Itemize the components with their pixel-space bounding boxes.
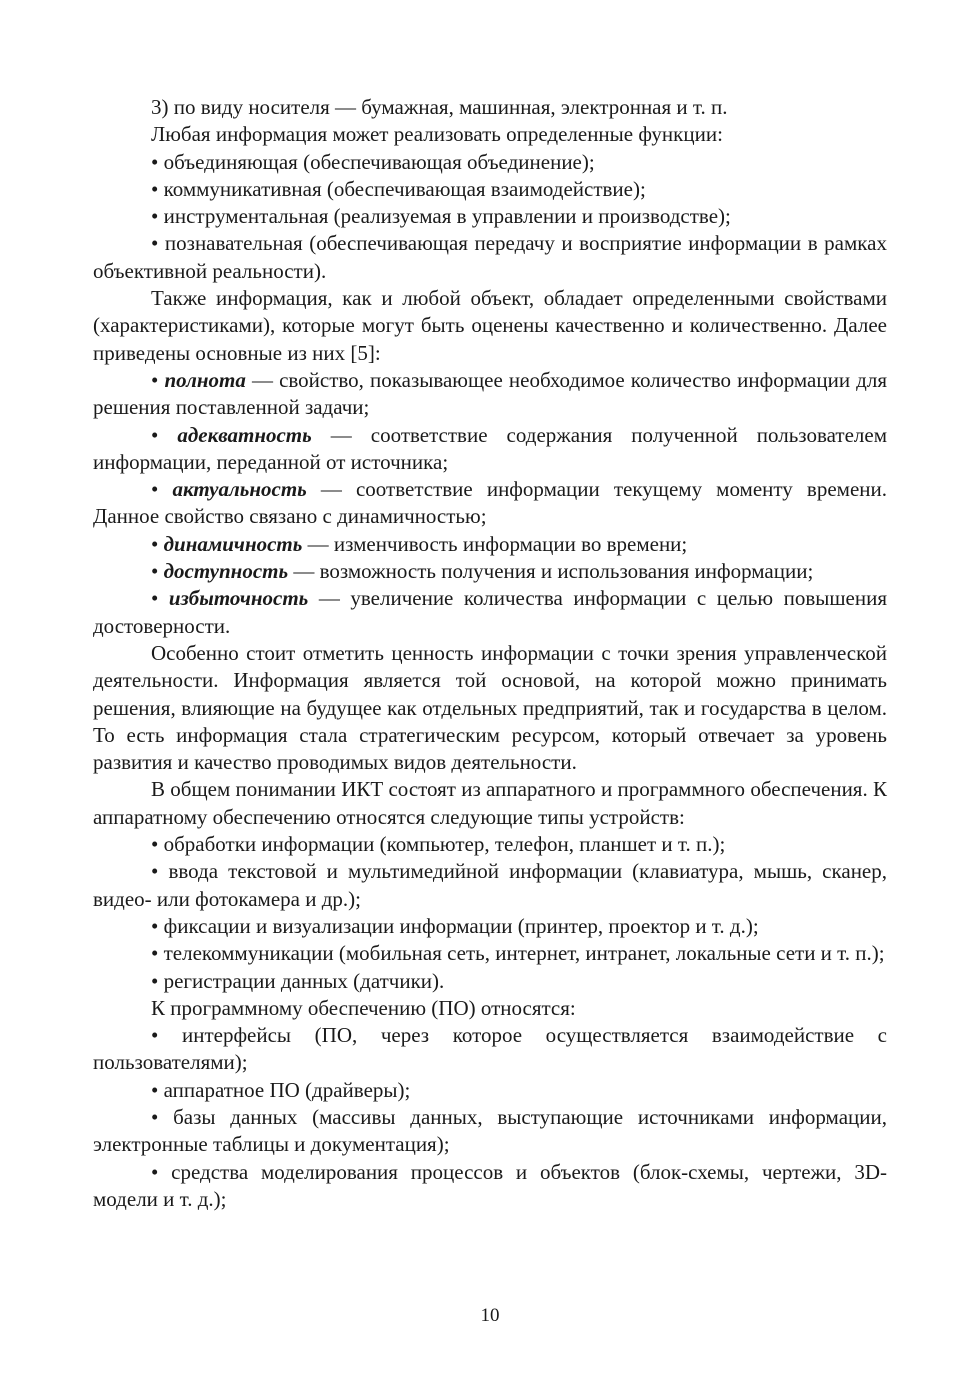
list-item-property [93,531,887,558]
list-item-hardware: • обработки информации (компьютер, телефон, планшет и т. п.); [93,831,887,858]
list-item-software: • средства моделирования процессов и объектов (блок-схемы, чертежи, 3D-модели и т. д.); [93,1159,887,1214]
property-definition: — свойство, показывающее необходимое количество информации для решения поставленной задачи; [93,367,888,420]
list-item-function: • инструментальная (реализуемая в управлении и производстве); [93,203,887,230]
property-term: доступность [163,559,289,584]
property-definition: — соответствие содержания полученной пользователем информации, переданной от источника; [93,422,887,474]
property-definition: — изменчивость информации во времени; [302,531,688,556]
list-item-software: • базы данных (массивы данных, выступающие источниками информации, электронные таблицы и документация); [93,1104,887,1159]
paragraph-functions-intro: Любая информация может реализовать определенные функции: [151,122,723,147]
paragraph-carrier-type: 3) по виду носителя — бумажная, машинная, электронная и т. п. [151,95,728,119]
list-item-property [93,476,887,531]
paragraph-properties-intro: Также информация, как и любой объект, обладает определенными свойствами (характеристиками), которые могут быть оценены качественно и количественно. Далее приведены основные из них [5]: [93,286,887,365]
page-body [93,94,887,1213]
list-item-software: • интерфейсы (ПО, через которое осуществляется взаимодействие с пользователями); [93,1022,887,1077]
list-item-hardware: • регистрации данных (датчики). [93,968,887,995]
list-item-property [93,558,887,585]
list-item-property [93,367,887,422]
page-number: 10 [480,1305,500,1326]
paragraph-ict-hardware-intro: В общем понимании ИКТ состоят из аппаратного и программного обеспечения. К аппаратному обеспечению относятся следующие типы устройств: [93,777,887,829]
list-item-property [93,422,887,477]
list-item-hardware: • фиксации и визуализации информации (принтер, проектор и т. д.); [93,913,887,940]
property-term: динамичность [163,531,303,556]
property-term: полнота [164,367,246,392]
property-term: актуальность [172,477,307,502]
property-term: адекватность [177,422,312,447]
property-definition: — возможность получения и использования информации; [288,559,814,584]
list-item-software: • аппаратное ПО (драйверы); [93,1077,887,1104]
list-item-property [93,585,887,640]
list-item-function: • коммуникативная (обеспечивающая взаимодействие); [93,176,887,203]
list-item-function: • познавательная (обеспечивающая передачу и восприятие информации в рамках объективной реальности). [93,230,887,285]
list-item-hardware: • ввода текстовой и мультимедийной информации (клавиатура, мышь, сканер, видео- или фотокамера и др.); [93,858,887,913]
list-item-hardware: • телекоммуникации (мобильная сеть, интернет, интранет, локальные сети и т. п.); [93,940,887,967]
property-definition: — соответствие информации текущему моменту времени. Данное свойство связано с динамичностью; [93,477,887,529]
property-term: избыточность [168,586,309,611]
paragraph-software-intro: К программному обеспечению (ПО) относятся: [151,995,576,1020]
list-item-function: • объединяющая (обеспечивающая объединение); [93,149,887,176]
paragraph-information-value: Особенно стоит отметить ценность информации с точки зрения управленческой деятельности. Информация является той основой, на которой можно принимать решения, влияющие на будущее как отдельных предприятий, так и государства в целом. То есть информация стала стратегическим ресурсом, который отвечает за уровень развития и качество проводимых видов деятельности. [93,640,887,775]
property-definition: — увеличение количества информации с целью повышения достоверности. [93,586,887,638]
